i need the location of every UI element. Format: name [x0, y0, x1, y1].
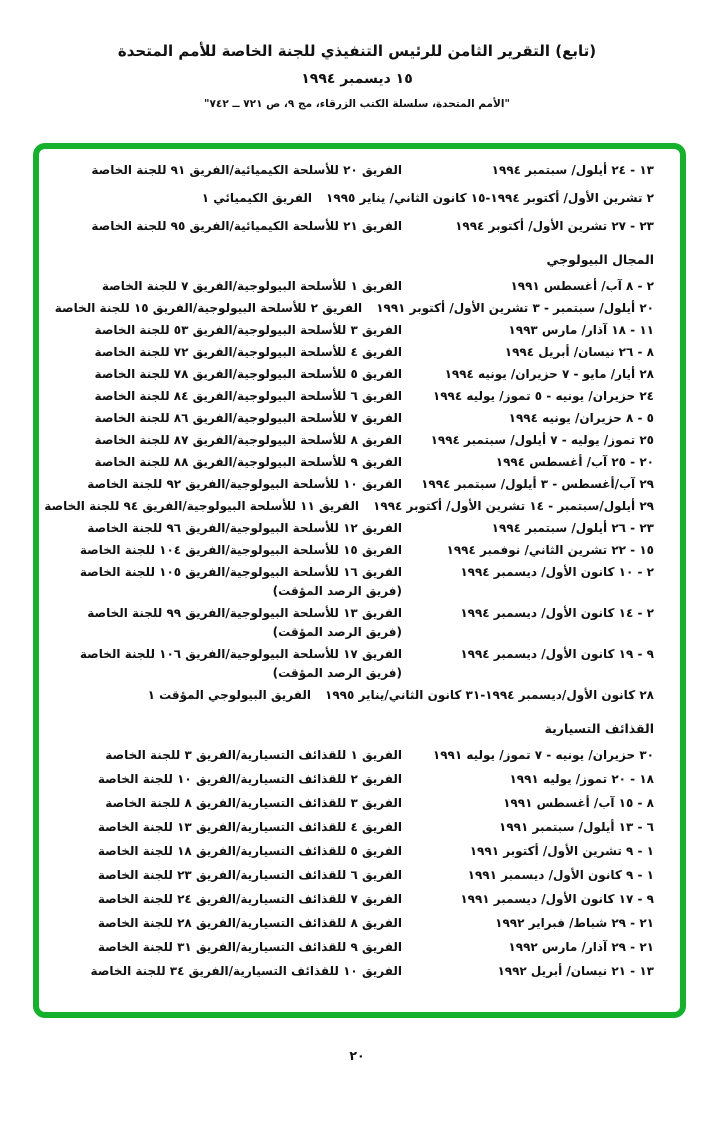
date-cell: ١٥ - ٢٢ تشرين الثاني/ نوفمبر ١٩٩٤	[446, 543, 654, 557]
table-row	[57, 604, 654, 642]
team-label: الفريق ٤ للأسلحة البيولوجية/الفريق ٧٢ للجنة الخاصة	[94, 345, 402, 359]
date-cell: ٢٠ - ٢٥ آب/ أغسطس ١٩٩٤	[495, 455, 654, 469]
table-row	[57, 365, 654, 384]
date-cell: ١ - ٩ كانون الأول/ ديسمبر ١٩٩١	[467, 868, 654, 882]
table-row	[57, 866, 654, 885]
date-cell: ١٣ - ٢٤ أيلول/ سبتمبر ١٩٩٤	[491, 163, 654, 177]
team-label: الفريق ١٥ للأسلحة البيولوجية/الفريق ١٠٤ للجنة الخاصة	[79, 543, 402, 557]
inspection-table	[44, 161, 654, 981]
team-label: الفريق ١٢ للأسلحة البيولوجية/الفريق ٩٦ للجنة الخاصة	[87, 521, 402, 535]
document-header	[0, 0, 714, 110]
team-label: الفريق ٣ للقذائف التسيارية/الفريق ٨ للجنة الخاصة	[105, 796, 402, 810]
team-label: الفريق ١٦ للأسلحة البيولوجية/الفريق ١٠٥ للجنة الخاصة	[79, 565, 402, 579]
team-label: الفريق ٧ للقذائف التسيارية/الفريق ٢٤ للجنة الخاصة	[97, 892, 402, 906]
team-cell	[57, 645, 402, 683]
team-cell	[57, 541, 402, 560]
table-row	[57, 519, 654, 538]
date-cell: ٦ - ١٣ أيلول/ سبتمبر ١٩٩١	[499, 820, 654, 834]
team-cell	[57, 866, 402, 885]
team-note: (فريق الرصد المؤقت)	[272, 625, 402, 639]
table-row	[57, 914, 654, 933]
team-cell	[57, 770, 402, 789]
date-cell: ٢٤ حزيران/ يونيه - ٥ تموز/ يوليه ١٩٩٤	[432, 389, 654, 403]
team-cell	[57, 189, 312, 208]
date-cell: ٢ - ١٤ كانون الأول/ ديسمبر ١٩٩٤	[460, 606, 654, 620]
team-cell	[57, 431, 402, 450]
table-row	[57, 217, 654, 236]
table-row	[57, 387, 654, 406]
table-row	[57, 890, 654, 909]
team-label: الفريق ٣ للأسلحة البيولوجية/الفريق ٥٣ للجنة الخاصة	[94, 323, 402, 337]
date-cell: ١ - ٩ تشرين الأول/ أكتوبر ١٩٩١	[469, 844, 654, 858]
highlight-frame	[33, 143, 686, 1018]
team-label: الفريق ٢٠ للأسلحة الكيميائية/الفريق ٩١ للجنة الخاصة	[91, 163, 402, 177]
team-cell	[57, 321, 402, 340]
date-cell: ٩ - ١٧ كانون الأول/ ديسمبر ١٩٩١	[460, 892, 654, 906]
team-label: الفريق ١٠ للأسلحة البيولوجية/الفريق ٩٢ للجنة الخاصة	[87, 477, 402, 491]
date-cell: ٢١ - ٢٩ آذار/ مارس ١٩٩٢	[508, 940, 654, 954]
team-cell	[57, 818, 402, 837]
team-label: الفريق ٤ للقذائف التسيارية/الفريق ١٣ للجنة الخاصة	[97, 820, 402, 834]
table-section	[57, 161, 654, 236]
team-label: الفريق ٩ للقذائف التسيارية/الفريق ٣١ للجنة الخاصة	[97, 940, 402, 954]
team-cell	[57, 365, 402, 384]
table-row	[57, 541, 654, 560]
date-cell: ٢٣ - ٢٧ تشرين الأول/ أكتوبر ١٩٩٤	[455, 219, 654, 233]
date-cell: ٨ - ١٥ آب/ أغسطس ١٩٩١	[503, 796, 654, 810]
team-cell	[57, 453, 402, 472]
team-cell	[57, 890, 402, 909]
team-cell	[57, 794, 402, 813]
team-label: الفريق ١٣ للأسلحة البيولوجية/الفريق ٩٩ للجنة الخاصة	[87, 606, 402, 620]
date-cell: ٢٩ آب/أغسطس - ٣ أيلول/ سبتمبر ١٩٩٤	[421, 477, 654, 491]
team-cell	[57, 217, 402, 236]
table-row	[57, 475, 654, 494]
date-cell: ٢٨ كانون الأول/ديسمبر ١٩٩٤-٣١ كانون الثاني/يناير ١٩٩٥	[325, 688, 654, 702]
team-note: (فريق الرصد المؤقت)	[272, 584, 402, 598]
team-cell	[57, 475, 402, 494]
team-label: الفريق ٥ للأسلحة البيولوجية/الفريق ٧٨ للجنة الخاصة	[94, 367, 402, 381]
team-cell	[57, 842, 402, 861]
table-row	[57, 686, 654, 705]
date-cell: ١٨ - ٢٠ تموز/ يوليه ١٩٩١	[509, 772, 654, 786]
team-label: الفريق ١١ للأسلحة البيولوجية/الفريق ٩٤ للجنة الخاصة	[44, 499, 360, 513]
team-cell	[57, 746, 402, 765]
team-label: الفريق البيولوجي المؤقت ١	[147, 688, 311, 702]
team-cell	[57, 277, 402, 296]
team-label: الفريق ٦ للأسلحة البيولوجية/الفريق ٨٤ للجنة الخاصة	[94, 389, 402, 403]
table-row	[44, 497, 654, 516]
team-note: (فريق الرصد المؤقت)	[272, 666, 402, 680]
team-label: الفريق ١٧ للأسلحة البيولوجية/الفريق ١٠٦ للجنة الخاصة	[79, 647, 402, 661]
team-cell	[57, 938, 402, 957]
table-row	[57, 161, 654, 180]
team-label: الفريق ٨ للأسلحة البيولوجية/الفريق ٨٧ للجنة الخاصة	[94, 433, 402, 447]
team-label: الفريق ١ للأسلحة البيولوجية/الفريق ٧ للجنة الخاصة	[101, 279, 402, 293]
table-row	[57, 746, 654, 765]
table-row	[57, 842, 654, 861]
table-row	[57, 453, 654, 472]
table-row	[57, 962, 654, 981]
table-row	[57, 343, 654, 362]
table-row	[57, 277, 654, 296]
section-heading: القذائف التسيارية	[544, 721, 654, 736]
team-cell	[55, 299, 362, 318]
date-cell: ٢٠ أيلول/ سبتمبر - ٣ تشرين الأول/ أكتوبر ١٩٩١	[376, 301, 654, 315]
date-cell: ٢٣ - ٢٦ أيلول/ سبتمبر ١٩٩٤	[491, 521, 654, 535]
team-label: الفريق ٦ للقذائف التسيارية/الفريق ٢٣ للجنة الخاصة	[97, 868, 402, 882]
section-rows	[57, 746, 654, 981]
page-number: ٢٠	[349, 1048, 365, 1063]
section-rows	[57, 161, 654, 236]
team-cell	[57, 343, 402, 362]
team-label: الفريق ٢ للقذائف التسيارية/الفريق ١٠ للجنة الخاصة	[97, 772, 402, 786]
source-citation: "الأمم المتحدة، سلسلة الكتب الزرقاء، مج ٩، ص ٧٢١ ــ ٧٤٢"	[204, 98, 510, 110]
team-cell	[44, 497, 359, 516]
team-label: الفريق ١ للقذائف التسيارية/الفريق ٣ للجنة الخاصة	[105, 748, 402, 762]
team-cell	[57, 686, 311, 705]
date-cell: ٣٠ حزيران/ يونيه - ٧ تموز/ يوليه ١٩٩١	[432, 748, 654, 762]
team-label: الفريق ٥ للقذائف التسيارية/الفريق ١٨ للجنة الخاصة	[97, 844, 402, 858]
table-row	[57, 189, 654, 208]
team-label: الفريق ٧ للأسلحة البيولوجية/الفريق ٨٦ للجنة الخاصة	[94, 411, 402, 425]
table-row	[57, 431, 654, 450]
date-cell: ٢١ - ٢٩ شباط/ فبراير ١٩٩٢	[495, 916, 654, 930]
date-cell: ٢٥ تموز/ يوليه - ٧ أيلول/ سبتمبر ١٩٩٤	[430, 433, 654, 447]
section-rows	[44, 277, 654, 705]
team-label: الفريق ٢ للأسلحة البيولوجية/الفريق ١٥ للجنة الخاصة	[54, 301, 363, 315]
team-cell	[57, 519, 402, 538]
team-cell	[57, 914, 402, 933]
date-cell: ٢ - ١٠ كانون الأول/ ديسمبر ١٩٩٤	[460, 565, 654, 579]
team-cell	[57, 409, 402, 428]
date-cell: ١٣ - ٢١ نيسان/ أبريل ١٩٩٢	[497, 964, 654, 978]
team-label: الفريق ٢١ للأسلحة الكيميائية/الفريق ٩٥ للجنة الخاصة	[91, 219, 402, 233]
team-label: الفريق الكيميائي ١	[201, 191, 313, 205]
table-row	[57, 794, 654, 813]
table-row	[57, 818, 654, 837]
table-row	[57, 645, 654, 683]
table-section	[44, 250, 654, 705]
date-cell: ٥ - ٨ حزيران/ يونيه ١٩٩٤	[508, 411, 654, 425]
team-cell	[57, 387, 402, 406]
table-row	[54, 299, 654, 318]
date-cell: ٨ - ٢٦ نيسان/ أبريل ١٩٩٤	[504, 345, 654, 359]
team-cell	[57, 962, 402, 981]
table-row	[57, 770, 654, 789]
date-cell: ١١ - ١٨ آذار/ مارس ١٩٩٣	[508, 323, 654, 337]
table-row	[57, 563, 654, 601]
report-date: ١٥ ديسمبر ١٩٩٤	[301, 71, 413, 87]
date-cell: ٢٩ أيلول/سبتمبر - ١٤ تشرين الأول/ أكتوبر ١٩٩٤	[373, 499, 654, 513]
table-row	[57, 321, 654, 340]
team-cell	[57, 604, 402, 642]
team-cell	[57, 563, 402, 601]
table-row	[57, 409, 654, 428]
section-heading: المجال البيولوجي	[546, 252, 654, 267]
date-cell: ٩ - ١٩ كانون الأول/ ديسمبر ١٩٩٤	[460, 647, 654, 661]
team-cell	[57, 161, 402, 180]
table-section	[57, 719, 654, 981]
team-label: الفريق ٨ للقذائف التسيارية/الفريق ٢٨ للجنة الخاصة	[97, 916, 402, 930]
date-cell: ٢ - ٨ آب/ أغسطس ١٩٩١	[510, 279, 654, 293]
table-row	[57, 938, 654, 957]
page-title: (تابع) التقرير الثامن للرئيس التنفيذي للجنة الخاصة للأمم المتحدة	[117, 42, 597, 60]
team-label: الفريق ٩ للأسلحة البيولوجية/الفريق ٨٨ للجنة الخاصة	[94, 455, 402, 469]
date-cell: ٢ تشرين الأول/ أكتوبر ١٩٩٤-١٥ كانون الثاني/ يناير ١٩٩٥	[326, 191, 654, 205]
team-label: الفريق ١٠ للقذائف التسيارية/الفريق ٣٤ للجنة الخاصة	[90, 964, 402, 978]
date-cell: ٢٨ أيار/ مايو - ٧ حزيران/ يونيه ١٩٩٤	[444, 367, 654, 381]
